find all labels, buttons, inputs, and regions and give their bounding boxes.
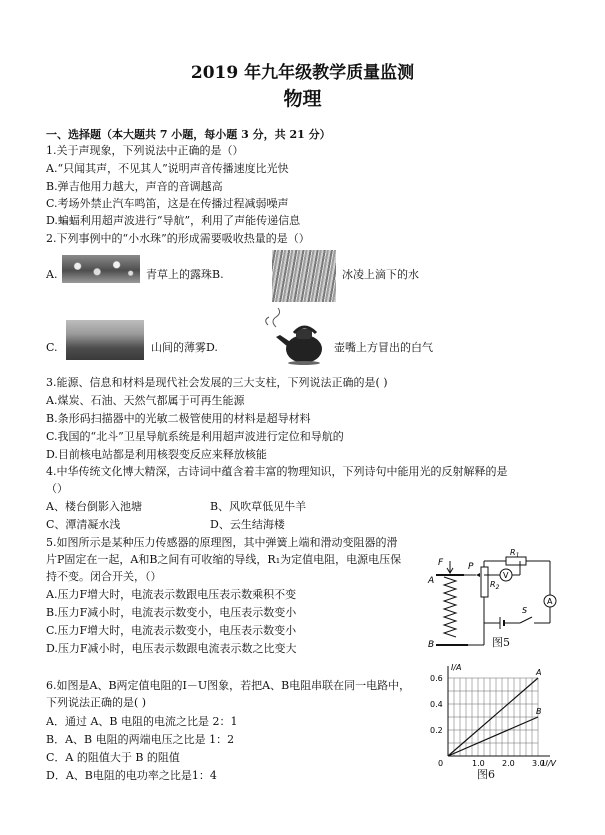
q5-line1: 5.如图所示是某种压力传感器的原理图，其中弹簧上端和滑动变阻器的滑	[46, 536, 398, 549]
y-axis-label: I/A	[451, 663, 462, 672]
q1-option-b: B.弹吉他用力越大，声音的音调越高	[46, 180, 223, 193]
x-axis-label: U/V	[542, 759, 557, 768]
q2-c-letter: C.	[46, 341, 58, 354]
r1-label: $R_1$	[510, 548, 520, 559]
x-tick-label: 2.0	[502, 759, 515, 768]
q2-stem: 2.下列事例中的“小水珠”的形成需要吸收热量的是（）	[46, 232, 310, 245]
q5-line3: 持不变。闭合开关，（）	[46, 570, 162, 583]
q3-option-c: C.我国的“北斗”卫星导航系统是利用超声波进行定位和导航的	[46, 430, 344, 443]
series-label-b: B	[536, 707, 542, 716]
q4-option-a: A、楼台倒影入池塘	[46, 500, 142, 513]
exam-title: 2019 年九年级教学质量监测	[190, 63, 415, 83]
q4-option-c: C、潭清凝水浅	[46, 518, 121, 531]
q3-option-d: D.目前核电站都是利用核裂变反应来释放核能	[46, 448, 267, 461]
subject-title: 物理	[283, 88, 322, 110]
q6-option-d: D．A、B电阻的电功率之比是1：4	[46, 769, 217, 782]
q4-option-b: B、风吹草低见牛羊	[210, 500, 307, 513]
q3-stem: 3.能源、信息和材料是现代社会发展的三大支柱，下列说法正确的是( )	[46, 376, 388, 389]
q6-line1: 6.如图是A、B两定值电阻的I－U图象，若把A、B电阻串联在同一电路中，	[46, 679, 411, 692]
q1-option-a: A.“只闻其声，不见其人”说明声音传播速度比光快	[46, 162, 289, 175]
series-line-b	[448, 717, 538, 756]
q4-stem-paren: （）	[46, 482, 68, 495]
resistor-r2	[481, 567, 488, 597]
q5-line2: 片P固定在一起，A和B之间有可收缩的导线，R₁为定值电阻，电源电压保	[46, 553, 402, 566]
y-tick-label: 0.6	[430, 674, 443, 683]
iu-chart	[418, 662, 568, 770]
dew-on-grass-photo	[62, 255, 140, 283]
q2-c-text: 山间的薄雾D.	[151, 341, 218, 354]
q5-option-d: D.压力F减小时，电压表示数跟电流表示数之比变大	[46, 642, 297, 655]
q6-option-b: B．A、B 电阻的两端电压之比是 1：2	[46, 733, 235, 746]
q1-stem: 1.关于声现象，下列说法中正确的是（）	[46, 144, 244, 157]
voltmeter-label: V	[503, 571, 509, 580]
mountain-fog-photo	[66, 320, 144, 360]
x-tick-label: 1.0	[472, 759, 485, 768]
q5-option-a: A.压力F增大时，电流表示数跟电压表示数乘积不变	[46, 588, 297, 601]
q5-option-c: C.压力F增大时，电流表示数变小，电压表示数变小	[46, 624, 297, 637]
q3-option-b: B.条形码扫描器中的光敏二极管使用的材料是超导材料	[46, 412, 311, 425]
q4-option-d: D、云生结海楼	[210, 518, 285, 531]
q4-stem: 4.中华传统文化博大精深，古诗词中蕴含着丰富的物理知识，下列诗句中能用光的反射解释的是	[46, 465, 508, 478]
ammeter-label: A	[547, 597, 553, 606]
q2-a-letter: A.	[46, 268, 58, 281]
force-label: F	[438, 558, 444, 568]
y-tick-label: 0.2	[430, 726, 443, 735]
terminal-a-label: A	[428, 576, 435, 586]
q2-a-text: 青草上的露珠B.	[146, 268, 224, 281]
q3-option-a: A.煤炭、石油、天然气都属于可再生能源	[46, 394, 245, 407]
series-label-a: A	[536, 668, 542, 677]
section-heading: 一、选择题（本大题共 7 小题，每小题 3 分，共 21 分）	[46, 128, 331, 141]
x-tick-label: 3.0	[532, 759, 545, 768]
figure6-caption: 图6	[477, 768, 495, 781]
figure5-caption: 图5	[492, 636, 510, 649]
switch-icon	[520, 617, 532, 623]
switch-label: S	[522, 606, 528, 615]
icicle-photo	[272, 250, 336, 302]
q2-b-text: 冰凌上滴下的水	[342, 268, 419, 281]
kettle-icon	[258, 307, 328, 367]
terminal-b-label: B	[428, 640, 435, 650]
y-tick-label: 0.4	[430, 700, 443, 709]
q6-line2: 下列说法正确的是( )	[46, 696, 147, 709]
q5-option-b: B.压力F减小时，电流表示数变小，电压表示数变小	[46, 606, 297, 619]
r2-label: $R_2$	[490, 580, 500, 591]
slider-p-label: P	[468, 562, 474, 572]
q1-option-c: C.考场外禁止汽车鸣笛，这是在传播过程减弱噪声	[46, 197, 289, 210]
q2-d-text: 壶嘴上方冒出的白气	[334, 341, 433, 354]
x-tick-label: 0	[438, 759, 444, 768]
q1-option-d: D.蝙蝠利用超声波进行“导航”，利用了声能传递信息	[46, 214, 301, 227]
q6-option-c: C．A 的阻值大于 B 的阻值	[46, 751, 180, 764]
q6-option-a: A．通过 A、B 电阻的电流之比是 2：1	[46, 715, 238, 728]
